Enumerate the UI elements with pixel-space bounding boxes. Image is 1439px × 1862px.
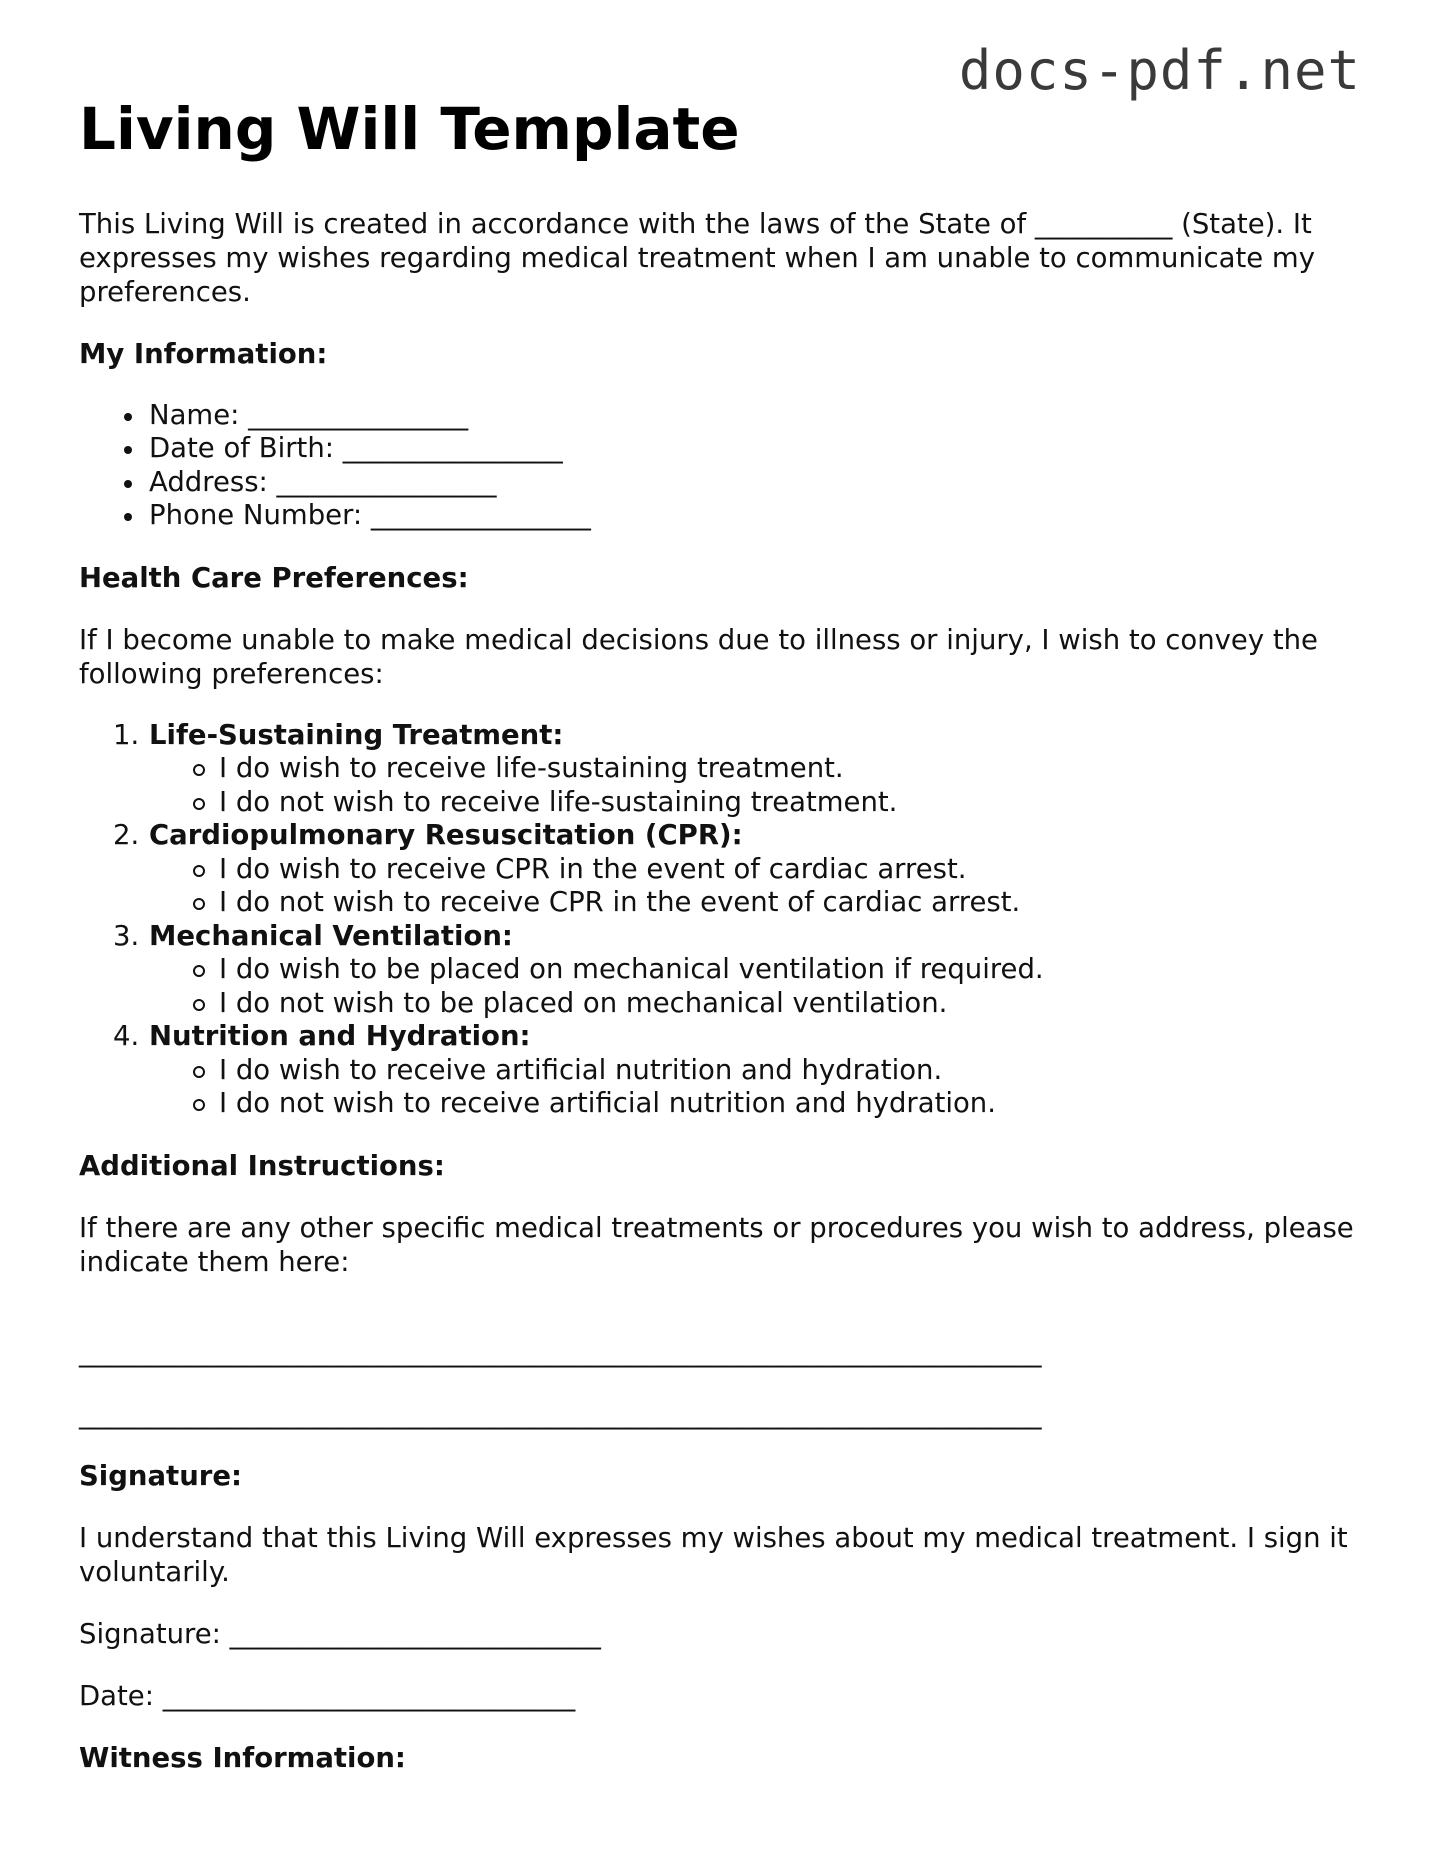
preference-title: Cardiopulmonary Resuscitation (CPR): — [149, 819, 743, 852]
preference-option: I do wish to receive CPR in the event of cardiac arrest. — [219, 853, 1369, 887]
preference-options — [149, 1054, 1369, 1121]
witness-heading: Witness Information: — [79, 1741, 406, 1774]
preference-item — [113, 819, 1369, 920]
field-phone-number: Phone Number: ________________ — [149, 499, 1369, 533]
document-page — [79, 96, 1369, 1775]
signature-field: Signature: ___________________________ — [79, 1617, 601, 1650]
preference-option: I do wish to receive artificial nutrition and hydration. — [219, 1054, 1369, 1088]
preference-title: Mechanical Ventilation: — [149, 919, 513, 952]
signature-statement: I understand that this Living Will expresses my wishes about my medical treatment. I sign it voluntarily. — [79, 1521, 1348, 1588]
signature-heading: Signature: — [79, 1459, 242, 1492]
document-title: Living Will Template — [79, 95, 740, 163]
health-care-heading: Health Care Preferences: — [79, 561, 469, 594]
instructions-blank-line: ______________________________________________________________________ — [79, 1335, 1042, 1368]
field-address: Address: ________________ — [149, 466, 1369, 500]
preference-option: I do not wish to receive CPR in the event of cardiac arrest. — [219, 886, 1369, 920]
preference-number: 1. — [113, 718, 140, 751]
my-information-list — [79, 399, 1369, 533]
preference-item — [113, 718, 1369, 820]
instructions-blank-line: ______________________________________________________________________ — [79, 1397, 1042, 1430]
preference-title: Life-Sustaining Treatment: — [149, 718, 564, 751]
preference-number: 3. — [113, 919, 140, 952]
my-information-heading: My Information: — [79, 337, 328, 370]
additional-instructions-heading: Additional Instructions: — [79, 1149, 445, 1182]
preference-item — [113, 919, 1369, 1021]
preference-option: I do wish to be placed on mechanical ventilation if required. — [219, 953, 1369, 987]
preference-number: 4. — [113, 1020, 140, 1053]
preference-option: I do not wish to receive artificial nutrition and hydration. — [219, 1087, 1369, 1121]
preference-option: I do not wish to receive life-sustaining treatment. — [219, 786, 1369, 820]
intro-paragraph: This Living Will is created in accordance with the laws of the State of __________ (State). It expresses my wishes regarding medical treatment when I am unable to communicate my preferences. — [79, 207, 1315, 308]
preference-title: Nutrition and Hydration: — [149, 1020, 531, 1053]
watermark-logo: docs-pdf.net — [958, 39, 1361, 102]
preference-option: I do wish to receive life-sustaining treatment. — [219, 752, 1369, 786]
additional-instructions-text: If there are any other specific medical treatments or procedures you wish to address, please indicate them here: — [79, 1211, 1354, 1278]
date-field: Date: ______________________________ — [79, 1679, 576, 1712]
preference-number: 2. — [113, 819, 140, 852]
preference-options — [149, 853, 1369, 920]
field-date-of-birth: Date of Birth: ________________ — [149, 432, 1369, 466]
preference-option: I do not wish to be placed on mechanical ventilation. — [219, 987, 1369, 1021]
preferences-list — [79, 719, 1369, 1121]
preference-options — [149, 752, 1369, 819]
preference-options — [149, 953, 1369, 1020]
preference-item — [113, 1020, 1369, 1121]
field-name: Name: ________________ — [149, 399, 1369, 433]
health-care-intro: If I become unable to make medical decisions due to illness or injury, I wish to convey the following preferences: — [79, 623, 1318, 690]
